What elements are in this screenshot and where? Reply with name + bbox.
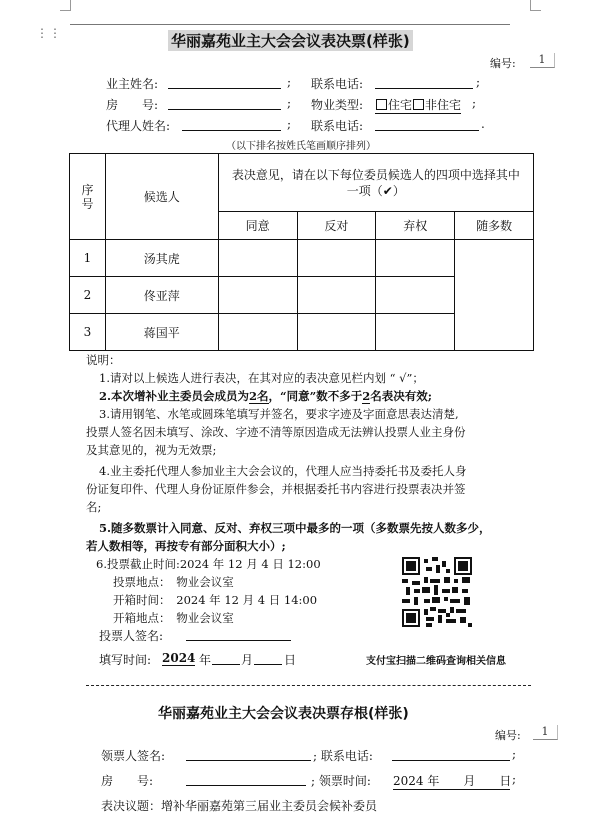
vote-cell-abstain[interactable]	[376, 240, 455, 277]
proxy-phone-field[interactable]	[375, 117, 479, 131]
stub-phone-label: ; 联系电话:	[313, 749, 373, 763]
vote-cell-oppose[interactable]	[297, 277, 376, 314]
note-6-line-4: 开箱地点： 物业会议室	[113, 611, 234, 625]
vote-cell-agree[interactable]	[218, 277, 297, 314]
receiver-sign-field[interactable]	[186, 747, 311, 761]
page-title: 华丽嘉苑业主大会会议表决票(样张)	[168, 30, 413, 51]
note-2	[99, 387, 432, 405]
note-3-line-3: 及其意见的，视为无效票;	[86, 443, 217, 457]
owner-name-label: 业主姓名:	[106, 77, 159, 91]
note-1: 1.请对以上候选人进行表决，在其对应的表决意见栏内划 “ √”；	[99, 371, 424, 385]
owner-name-field[interactable]	[168, 75, 281, 89]
note-6-line-2: 投票地点： 物业会议室	[113, 575, 234, 589]
non-residential-checkbox[interactable]	[413, 99, 424, 110]
separator: ;	[287, 117, 292, 131]
note-4-line-2: 份证复印件、代理人身份证原件参会，并根据委托书内容进行投票表决并签	[86, 482, 466, 496]
proxy-phone-label: 联系电话:	[311, 119, 364, 133]
note-6-line-3: 开箱时间： 2024 年 12 月 4 日 14:00	[113, 593, 318, 607]
separator: ;	[476, 75, 481, 89]
note-5-line-1: 5.随多数票计入同意、反对、弃权三项中最多的一项（多数票先按人数多少，	[99, 521, 491, 535]
residential-label: 住宅	[388, 98, 413, 112]
opt-agree-header: 同意	[218, 212, 297, 240]
col-no-header	[70, 154, 106, 240]
corner-mark-top-left	[60, 0, 71, 11]
candidate-name: 汤其虎	[105, 240, 218, 277]
opt-oppose-header: 反对	[297, 212, 376, 240]
proxy-name-label: 代理人姓名:	[106, 119, 171, 133]
vote-cell-agree[interactable]	[218, 240, 297, 277]
col-no-label: 序号	[81, 182, 94, 211]
stub-phone-field[interactable]	[392, 747, 510, 761]
stub-number-value[interactable]: 1	[533, 725, 558, 740]
note-2-part-e: 名表决有效;	[370, 389, 433, 403]
vote-cell-follow[interactable]	[455, 240, 534, 351]
stub-room-field[interactable]	[186, 772, 306, 786]
instruction-cell	[218, 154, 533, 212]
year-label: 年	[199, 653, 212, 667]
voter-sign-field[interactable]	[186, 627, 291, 641]
stub-subject: 表决议题：增补华丽嘉苑第三届业主委员会候补委员	[101, 799, 378, 813]
voter-sign-label: 投票人签名:	[99, 629, 164, 643]
vote-cell-oppose[interactable]	[297, 314, 376, 351]
order-note: （以下排名按姓氏笔画顺序排列）	[226, 141, 376, 152]
note-5-line-2: 若人数相等，再按专有部分面积大小）;	[86, 539, 286, 553]
receive-time-value[interactable]: 2024 年 月 日	[393, 774, 512, 788]
property-type-options	[375, 96, 461, 114]
stub-title: 华丽嘉苑业主大会会议表决票存根(样张)	[158, 706, 409, 722]
qr-code[interactable]	[402, 557, 472, 627]
month-field[interactable]	[212, 651, 240, 665]
receive-time-label: ; 领票时间:	[311, 774, 371, 788]
residential-checkbox[interactable]	[376, 99, 387, 110]
vote-cell-abstain[interactable]	[376, 277, 455, 314]
note-4-line-3: 名;	[86, 500, 102, 514]
vote-table	[69, 153, 534, 351]
vote-cell-agree[interactable]	[218, 314, 297, 351]
vote-cell-oppose[interactable]	[297, 240, 376, 277]
note-3-line-2: 投票人签名因未填写、涂改、字迹不清等原因造成无法辨认投票人业主身份	[86, 425, 466, 439]
row-no: 3	[70, 314, 106, 351]
number-label: 编号:	[490, 57, 516, 70]
drag-handle-icon[interactable]: ⋮⋮	[36, 26, 62, 40]
month-label: 月	[241, 653, 254, 667]
notes-heading: 说明：	[86, 353, 121, 367]
opt-abstain-header: 弃权	[376, 212, 455, 240]
stub-room-label: 房 号:	[101, 774, 154, 788]
page-top-rule	[70, 24, 510, 25]
proxy-name-field[interactable]	[182, 117, 281, 131]
col-candidate-header: 候选人	[105, 154, 218, 240]
fill-year-value[interactable]: 2024	[162, 651, 196, 665]
note-4-line-1: 4.业主委托代理人参加业主大会会议的，代理人应当持委托书及委托人身	[99, 464, 467, 478]
qr-caption: 支付宝扫描二维码查询相关信息	[366, 656, 506, 667]
phone-label: 联系电话:	[311, 77, 364, 91]
note-2-part-a: 2.本次增补业主委员会成员为	[99, 389, 250, 403]
phone-field[interactable]	[375, 75, 473, 89]
room-label: 房 号:	[106, 98, 159, 112]
note-2-part-c: ，“同意”数不多于	[268, 389, 363, 403]
stub-number-label: 编号:	[495, 729, 521, 742]
note-3-line-1: 3.请用钢笔、水笔或圆珠笔填写并签名，要求字迹及字面意思表达清楚,	[99, 407, 459, 421]
instruction-text: 表决意见，请在以下每位委员候选人的四项中选择其中一项（✔）	[231, 167, 520, 198]
note-2-limit: 2	[362, 389, 371, 403]
note-6-line-1: 6.投票截止时间:2024 年 12 月 4 日 12:00	[96, 557, 321, 571]
opt-follow-header: 随多数	[455, 212, 534, 240]
separator: ;	[512, 747, 517, 761]
cut-line	[86, 685, 531, 686]
end-mark: .	[481, 117, 485, 131]
day-field[interactable]	[254, 651, 282, 665]
row-no: 2	[70, 277, 106, 314]
receiver-sign-label: 领票人签名:	[101, 749, 166, 763]
corner-mark-top-right	[530, 0, 541, 11]
candidate-name: 蒋国平	[105, 314, 218, 351]
candidate-name: 佟亚萍	[105, 277, 218, 314]
row-no: 1	[70, 240, 106, 277]
separator: ;	[472, 96, 477, 110]
day-label: 日	[284, 653, 297, 667]
property-type-label: 物业类型:	[311, 98, 364, 112]
room-field[interactable]	[168, 96, 281, 110]
number-value[interactable]: 1	[530, 53, 555, 68]
separator: ;	[287, 75, 292, 89]
table-row	[70, 240, 534, 277]
non-residential-label: 非住宅	[425, 98, 462, 112]
separator: ;	[287, 96, 292, 110]
vote-cell-abstain[interactable]	[376, 314, 455, 351]
note-2-count: 2名	[249, 389, 269, 403]
separator: ;	[512, 772, 517, 786]
fill-time-label: 填写时间:	[99, 653, 152, 667]
